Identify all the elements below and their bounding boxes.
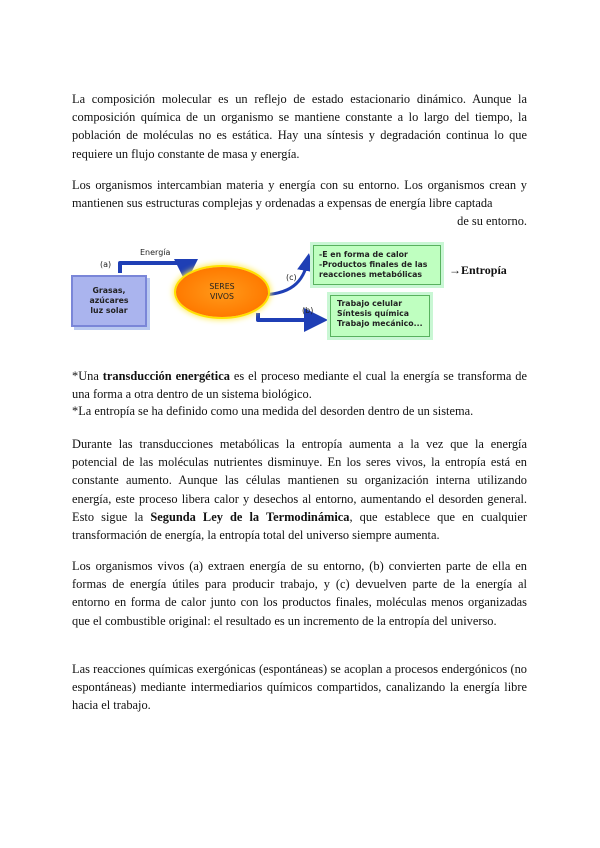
center-line: SERES — [209, 282, 235, 291]
label-b: (b) — [302, 306, 314, 315]
paragraph-entropy-definition — [72, 402, 527, 420]
paragraph-exchange — [72, 176, 527, 231]
input-line: luz solar — [90, 306, 128, 315]
transduction-prefix: *Una — [72, 369, 103, 383]
paragraph-transduction — [72, 367, 527, 403]
transduction-rest: es el proceso mediante el cual la energía se transforma de una forma a otra dentro de un sistema biológico. — [72, 369, 527, 402]
output-b-line: Síntesis química — [337, 309, 410, 318]
living-organisms-text: Los organismos vivos (a) extraen energía de su entorno, (b) convierten parte de ella en formas de energía útiles para producir trabajo, y (c) devuelven parte de la energía al entorno en forma de calor junto con los productos finales, moléculas menos organizadas que el combustible original: el resultado es un incremento de la entropía del universo. — [72, 559, 527, 628]
paragraph-exchange-end: de su entorno. — [457, 214, 527, 229]
output-c-line: reacciones metabólicas — [319, 270, 423, 279]
living-beings-ellipse — [176, 267, 268, 317]
output-b-line: Trabajo celular — [337, 299, 403, 308]
metabolic-entropy-text: Durante las transducciones metabólicas la entropía aumenta a la vez que la energía potencial de las moléculas nutrientes disminuye. En los seres vivos, la entropía está en constante aumento. Aunque las células mantienen su organización interna utilizando energía, este proceso libera calor y desechos al entorno, aumentando el desorden general. Esto sigue la — [72, 437, 527, 524]
label-energia: Energía — [140, 248, 171, 257]
entropy-label: →Entropía — [449, 263, 507, 277]
center-line: VIVOS — [210, 292, 234, 301]
output-c-line: -Productos finales de las — [319, 260, 428, 269]
paragraph-coupled-reactions — [72, 660, 527, 715]
input-line: azúcares — [89, 296, 129, 305]
metabolic-entropy-rest: , que establece que en cualquier transformación de energía, la entropía total del universo siempre aumenta. — [72, 509, 527, 543]
paragraph-exchange-text: Los organismos intercambian materia y energía con su entorno. Los organismos crean y mantienen sus estructuras complejas y ordenadas a expensas de energía libre captada — [72, 178, 527, 211]
paragraph-steady-state — [72, 90, 527, 163]
label-c: (c) — [286, 273, 297, 282]
transduction-term: transducción energética — [102, 369, 230, 383]
coupled-reactions-text: Las reacciones químicas exergónicas (espontáneas) se acoplan a procesos endergónicos (no espontáneas) mediante intermediarios químicos compartidos, canalizando la energía libre hacia el trabajo. — [72, 662, 527, 713]
output-c-line: -E en forma de calor — [319, 250, 408, 259]
paragraph-metabolic-entropy — [72, 435, 527, 544]
label-a: (a) — [100, 260, 112, 269]
paragraph-living-organisms — [72, 557, 527, 630]
paragraph-steady-state-text: La composición molecular es un reflejo de estado estacionario dinámico. Aunque la composición química de un organismo se mantiene constante a lo largo del tiempo, la población de moléculas no es estática. Hay una síntesis y degradación continua lo que requiere un flujo constante de masa y energía. — [72, 92, 527, 161]
heat-products-box — [313, 245, 441, 285]
entropy-definition-text: *La entropía se ha definido como una medida del desorden dentro de un sistema. — [72, 404, 474, 418]
second-law-term: Segunda Ley de la Termodinámica — [150, 509, 350, 524]
energy-flow-diagram — [68, 243, 528, 343]
input-sources-box — [71, 275, 147, 327]
output-b-line: Trabajo mecánico... — [337, 319, 423, 328]
work-box — [330, 295, 430, 337]
input-line: Grasas, — [92, 286, 126, 295]
arrow-a — [120, 263, 186, 275]
